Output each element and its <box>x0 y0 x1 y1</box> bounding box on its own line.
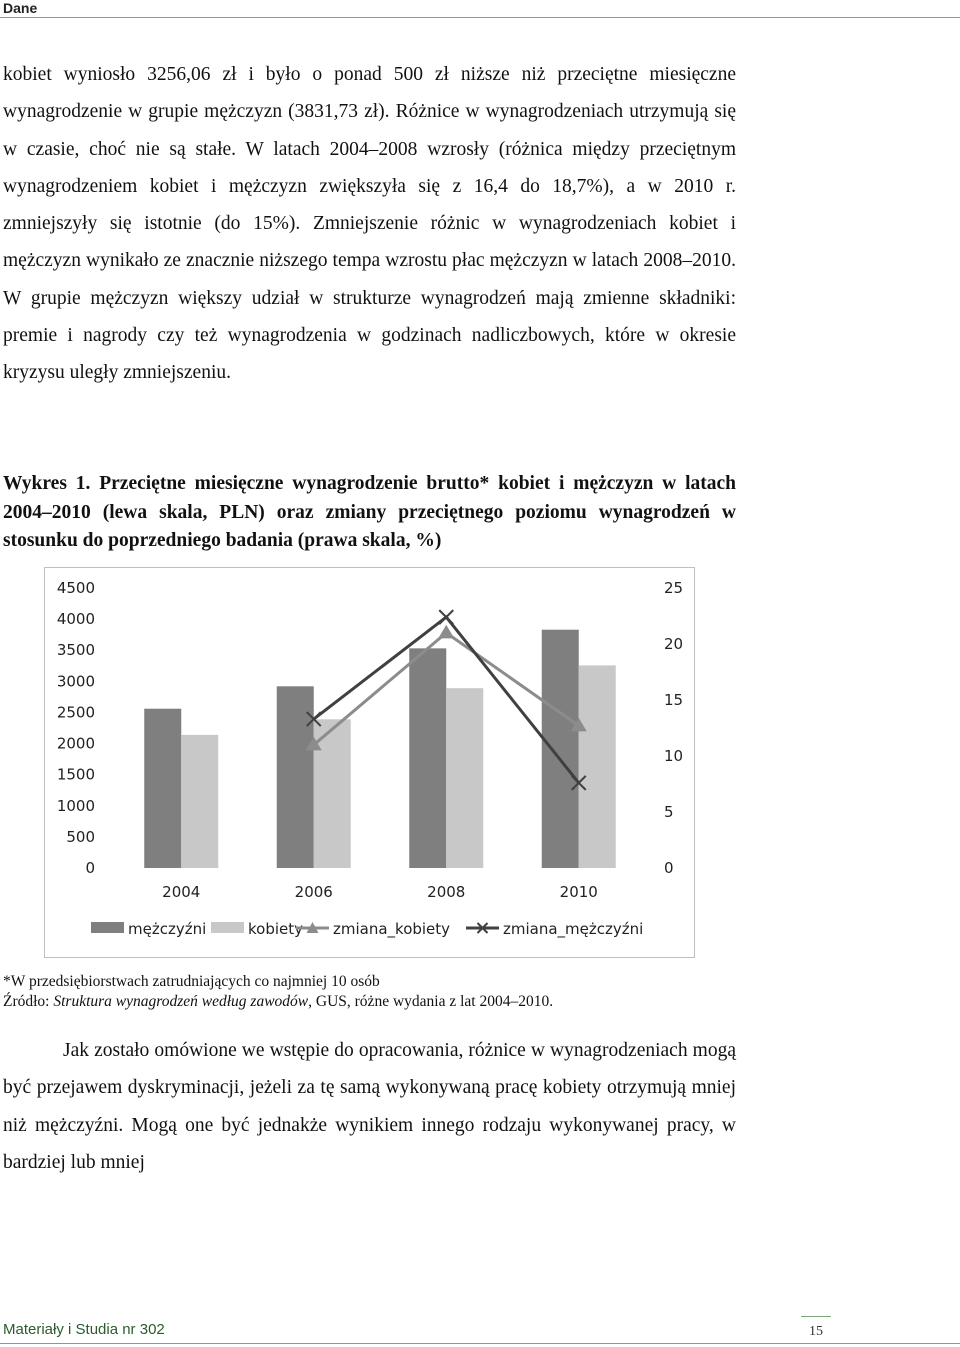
x-marker <box>439 610 453 624</box>
bar <box>144 709 181 868</box>
legend-label: zmiana_kobiety <box>333 920 451 938</box>
source-suffix: , GUS, różne wydania z lat 2004–2010. <box>308 993 554 1010</box>
y2-tick-label: 5 <box>664 803 674 821</box>
source-line <box>3 992 553 1012</box>
y-tick-label: 1500 <box>56 765 95 784</box>
y-tick-label: 2000 <box>56 734 95 753</box>
triangle-marker <box>438 625 454 639</box>
y-tick-label: 1000 <box>56 796 95 815</box>
legend-label: zmiana_mężczyźni <box>503 920 644 938</box>
x-tick-label: 2010 <box>559 883 598 901</box>
y-tick-label: 0 <box>85 859 95 877</box>
legend-swatch <box>91 922 124 933</box>
bar <box>446 688 483 868</box>
y2-tick-label: 10 <box>664 747 684 765</box>
legend-swatch <box>211 922 244 933</box>
footer-rule <box>0 1343 960 1344</box>
figure-caption: Wykres 1. Przeciętne miesięczne wynagrodzenie brutto* kobiet i mężczyzn w latach 2004–2010 (lewa skala, PLN) oraz zmiany przeciętnego poziomu wynagrodzeń w stosunku do poprzedniego badania (prawa skala, %) <box>3 473 736 551</box>
figure-notes <box>3 972 553 1012</box>
y-tick-label: 4500 <box>56 579 95 597</box>
body-paragraph-2-text: Jak zostało omówione we wstępie do opracowania, różnice w wynagrodzeniach mogą być przejawem dyskryminacji, jeżeli za tę samą wykonywaną pracę kobiety otrzymują mniej niż mężczyźni. Mogą one być jednakże wynikiem innego rodzaju wykonywanej pracy, w bardziej lub mniej <box>3 1040 736 1173</box>
legend-label: mężczyźni <box>128 920 207 938</box>
bar <box>409 648 446 868</box>
source-prefix: Źródło: <box>3 993 54 1010</box>
chart <box>45 568 694 957</box>
bar <box>542 630 579 868</box>
y-tick-label: 2500 <box>56 703 95 722</box>
bar <box>579 665 616 868</box>
x-tick-label: 2006 <box>294 883 333 901</box>
publication-title: Materiały i Studia nr 302 <box>3 1321 165 1338</box>
y2-tick-label: 15 <box>664 691 684 709</box>
x-tick-label: 2004 <box>162 883 201 901</box>
y-tick-label: 3000 <box>56 672 95 691</box>
y-tick-label: 500 <box>66 827 95 846</box>
body-paragraph-1: kobiet wyniosło 3256,06 zł i było o ponad 500 zł niższe niż przeciętne miesięczne wynagrodzenie w grupie mężczyzn (3831,73 zł). Różnice w wynagrodzeniach utrzymują się w czasie, choć nie są stałe. W latach 2004–2008 wzrosły (różnica między przeciętnym wynagrodzeniem kobiet i mężczyzn zwiększyła się z 16,4 do 18,7%), a w 2010 r. zmniejszyły się istotnie (do 15%). Zmniejszenie różnic w wynagrodzeniach kobiet i mężczyzn wynikało ze znacznie niższego tempa wzrostu płac mężczyzn w latach 2008–2010. W grupie mężczyzn większy udział w strukturze wynagrodzeń mają zmienne składniki: premie i nagrody czy też wynagrodzenia w godzinach nadliczbowych, które w okresie kryzysu uległy zmniejszeniu. <box>3 64 736 384</box>
y2-tick-label: 25 <box>664 579 684 597</box>
body-paragraph-2 <box>3 1032 736 1181</box>
y2-tick-label: 0 <box>664 859 674 877</box>
bar <box>181 735 218 868</box>
page-number: 15 <box>801 1316 831 1347</box>
source-title: Struktura wynagrodzeń według zawodów <box>53 993 309 1010</box>
running-header: Dane <box>3 0 38 16</box>
footnote: *W przedsiębiorstwach zatrudniających co najmniej 10 osób <box>3 973 380 990</box>
y-tick-label: 4000 <box>56 610 95 629</box>
header-rule <box>0 17 960 18</box>
y-tick-label: 3500 <box>56 641 95 660</box>
legend-label: kobiety <box>248 920 304 938</box>
y2-tick-label: 20 <box>664 635 684 653</box>
chart-frame <box>44 567 695 958</box>
x-tick-label: 2008 <box>427 883 466 901</box>
